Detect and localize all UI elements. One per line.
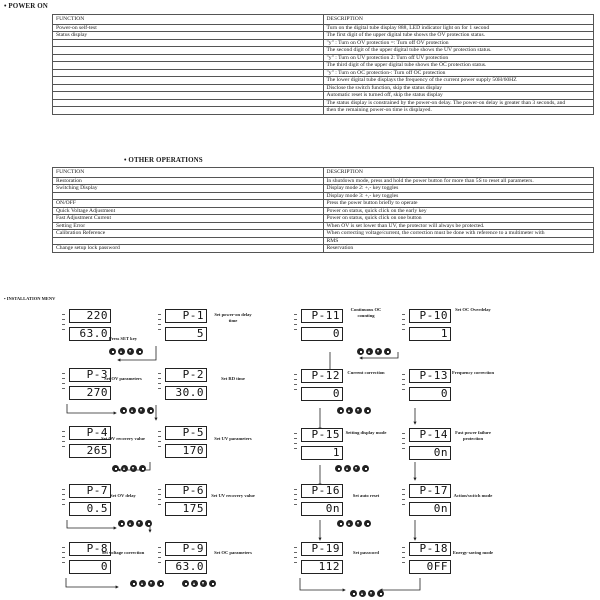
upper-digital-tube: P-7 bbox=[69, 484, 111, 498]
function-cell: Fast Adjustment Current bbox=[53, 215, 324, 223]
menu-step-label: Fast power failure protection bbox=[455, 430, 491, 441]
function-cell: Restoration bbox=[53, 177, 324, 185]
controller-display-panel bbox=[60, 366, 112, 404]
lower-digital-tube: 0n bbox=[301, 502, 343, 516]
controller-display-panel bbox=[400, 426, 452, 464]
lower-digital-tube: 1 bbox=[301, 446, 343, 460]
upper-digital-tube: P-3 bbox=[69, 368, 111, 382]
other-operations-title: • OTHER OPERATIONS bbox=[124, 156, 203, 164]
indicator-leds bbox=[400, 485, 408, 505]
upper-digital-tube: 220 bbox=[69, 309, 111, 323]
down-key-icon bbox=[200, 580, 207, 587]
upper-digital-tube: P-13 bbox=[409, 369, 451, 383]
description-cell: "y" : Turn on OC protection-: Turn off OC protection bbox=[323, 69, 594, 77]
menu-step-label: Set OC Overdelay bbox=[455, 307, 491, 312]
lower-digital-tube: 170 bbox=[165, 444, 207, 458]
controller-display-panel bbox=[156, 307, 208, 345]
upper-digital-tube: P-2 bbox=[165, 368, 207, 382]
lower-digital-tube: 63.0 bbox=[165, 560, 207, 574]
menu-step-label: Set voltage correction bbox=[101, 550, 145, 555]
key-sequence bbox=[118, 520, 152, 527]
indicator-leds bbox=[156, 485, 164, 505]
description-cell: RMS bbox=[323, 237, 594, 245]
lower-digital-tube: 175 bbox=[165, 502, 207, 516]
set-key-icon bbox=[130, 580, 137, 587]
upper-digital-tube: P-10 bbox=[409, 309, 451, 323]
up-key-icon bbox=[118, 348, 125, 355]
power-on-title: • POWER ON bbox=[4, 2, 48, 10]
lower-digital-tube: 5 bbox=[165, 327, 207, 341]
key-sequence bbox=[350, 590, 384, 597]
up-key-icon bbox=[366, 348, 373, 355]
down-key-icon bbox=[138, 407, 145, 414]
menu-step-label: Set OV parameters bbox=[104, 376, 142, 381]
down-key-icon bbox=[130, 465, 137, 472]
down-key-icon bbox=[353, 465, 360, 472]
indicator-leds bbox=[60, 310, 68, 330]
key-sequence bbox=[337, 520, 371, 527]
indicator-leds bbox=[292, 310, 300, 330]
description-cell: Press the power button briefly to operate bbox=[323, 200, 594, 208]
menu-step-label: Set password bbox=[353, 550, 379, 555]
menu-step-label: Action/switch mode bbox=[453, 493, 493, 498]
down-key-icon bbox=[368, 590, 375, 597]
function-cell: Status display bbox=[53, 32, 324, 40]
upper-digital-tube: P-19 bbox=[301, 542, 343, 556]
function-cell: Setting Error bbox=[53, 222, 324, 230]
description-cell: Power on status, quick click on one button bbox=[323, 215, 594, 223]
key-sequence bbox=[337, 407, 371, 414]
indicator-leds bbox=[60, 369, 68, 389]
menu-step-label: Set UV parameters bbox=[214, 436, 252, 441]
description-cell: Power on status, quick click on the early key bbox=[323, 207, 594, 215]
key-sequence bbox=[109, 348, 143, 355]
up-key-icon bbox=[121, 465, 128, 472]
menu-step-label: Press SET key bbox=[108, 336, 138, 341]
controller-display-panel bbox=[156, 424, 208, 462]
controller-display-panel bbox=[400, 540, 452, 578]
set-key-icon bbox=[139, 465, 146, 472]
description-cell: The lower digital tube displays the frequency of the current power supply 50H/60HZ bbox=[323, 77, 594, 85]
key-sequence bbox=[357, 348, 391, 355]
set-key-icon bbox=[362, 465, 369, 472]
function-cell: Calibration Reference bbox=[53, 230, 324, 238]
down-key-icon bbox=[375, 348, 382, 355]
controller-display-panel bbox=[292, 307, 344, 345]
menu-step-label: Continuous OC counting bbox=[350, 307, 382, 318]
controller-display-panel bbox=[60, 482, 112, 520]
down-key-icon bbox=[148, 580, 155, 587]
description-cell: "y" : Turn on OV protection =: Turn off OV protection bbox=[323, 39, 594, 47]
indicator-leds bbox=[60, 543, 68, 563]
controller-display-panel bbox=[292, 540, 344, 578]
menu-step-label: Set OV recovery value bbox=[101, 436, 145, 441]
up-key-icon bbox=[346, 407, 353, 414]
indicator-leds bbox=[156, 369, 164, 389]
function-cell: ON/OFF bbox=[53, 200, 324, 208]
header-description: DESCRIPTION bbox=[323, 15, 594, 25]
set-key-icon bbox=[384, 348, 391, 355]
indicator-leds bbox=[156, 310, 164, 330]
up-key-icon bbox=[344, 465, 351, 472]
up-key-icon bbox=[139, 580, 146, 587]
upper-digital-tube: P-17 bbox=[409, 484, 451, 498]
upper-digital-tube: P-18 bbox=[409, 542, 451, 556]
function-cell: Power-on self-test bbox=[53, 24, 324, 32]
lower-digital-tube: 270 bbox=[69, 386, 111, 400]
upper-digital-tube: P-14 bbox=[409, 428, 451, 442]
lower-digital-tube: 0FF bbox=[409, 560, 451, 574]
function-cell: Quick Voltage Adjustment bbox=[53, 207, 324, 215]
description-cell: In shutdown mode, press and hold the power button for more than 5S to reset all parameters. bbox=[323, 177, 594, 185]
up-key-icon bbox=[127, 520, 134, 527]
menu-step-label: Frequency correction bbox=[451, 370, 495, 375]
controller-display-panel bbox=[292, 426, 344, 464]
description-cell: The status display is constrained by the power-on delay. The power-on delay is greater than 3 seconds, and bbox=[323, 99, 594, 107]
controller-display-panel bbox=[292, 482, 344, 520]
description-cell: Disclose the switch function, skip the status display bbox=[323, 84, 594, 92]
menu-step-label: Energy-saving mode bbox=[452, 550, 494, 555]
controller-display-panel bbox=[156, 366, 208, 404]
set-key-icon bbox=[136, 348, 143, 355]
up-key-icon bbox=[359, 590, 366, 597]
down-key-icon bbox=[355, 520, 362, 527]
upper-digital-tube: P-15 bbox=[301, 428, 343, 442]
description-cell: When OV is set lower than UV, the protector will always be protected. bbox=[323, 222, 594, 230]
set-key-icon bbox=[182, 580, 189, 587]
lower-digital-tube: 0 bbox=[301, 387, 343, 401]
menu-step-label: Set power-on delay time bbox=[214, 312, 252, 323]
menu-step-label: Setting display mode bbox=[345, 430, 387, 435]
menu-step-label: Set OV delay bbox=[110, 493, 136, 498]
set-key-icon bbox=[145, 520, 152, 527]
controller-display-panel bbox=[60, 424, 112, 462]
lower-digital-tube: 0.5 bbox=[69, 502, 111, 516]
indicator-leds bbox=[400, 429, 408, 449]
lower-digital-tube: 63.0 bbox=[69, 327, 111, 341]
set-key-icon bbox=[357, 348, 364, 355]
controller-display-panel bbox=[292, 367, 344, 405]
set-key-icon bbox=[335, 465, 342, 472]
up-key-icon bbox=[129, 407, 136, 414]
indicator-leds bbox=[292, 429, 300, 449]
key-sequence bbox=[335, 465, 369, 472]
upper-digital-tube: P-4 bbox=[69, 426, 111, 440]
indicator-leds bbox=[156, 427, 164, 447]
set-key-icon bbox=[350, 590, 357, 597]
lower-digital-tube: 265 bbox=[69, 444, 111, 458]
indicator-leds bbox=[400, 543, 408, 563]
description-cell: The first digit of the upper digital tube shows the OV protection status. bbox=[323, 32, 594, 40]
set-key-icon bbox=[364, 520, 371, 527]
indicator-leds bbox=[292, 370, 300, 390]
down-key-icon bbox=[136, 520, 143, 527]
set-key-icon bbox=[109, 348, 116, 355]
key-sequence bbox=[120, 407, 154, 414]
key-sequence bbox=[182, 580, 216, 587]
description-cell: Display mode 2: +,- key toggles bbox=[323, 185, 594, 193]
upper-digital-tube: P-16 bbox=[301, 484, 343, 498]
header-function: FUNCTION bbox=[53, 15, 324, 25]
indicator-leds bbox=[400, 370, 408, 390]
controller-display-panel bbox=[156, 482, 208, 520]
description-cell: The third digit of the upper digital tube shows the OC protection status. bbox=[323, 62, 594, 70]
indicator-leds bbox=[292, 485, 300, 505]
lower-digital-tube: 0 bbox=[301, 327, 343, 341]
set-key-icon bbox=[120, 407, 127, 414]
up-key-icon bbox=[191, 580, 198, 587]
controller-display-panel bbox=[400, 307, 452, 345]
menu-step-label: Set UV recovery value bbox=[211, 493, 255, 498]
lower-digital-tube: 0 bbox=[69, 560, 111, 574]
indicator-leds bbox=[400, 310, 408, 330]
set-key-icon bbox=[157, 580, 164, 587]
set-key-icon bbox=[364, 407, 371, 414]
menu-step-label: Set auto reset bbox=[352, 493, 380, 498]
description-cell: Reservation bbox=[323, 245, 594, 253]
indicator-leds bbox=[156, 543, 164, 563]
upper-digital-tube: P-6 bbox=[165, 484, 207, 498]
lower-digital-tube: 0n bbox=[409, 446, 451, 460]
upper-digital-tube: P-8 bbox=[69, 542, 111, 556]
header-description: DESCRIPTION bbox=[323, 168, 594, 178]
key-sequence bbox=[112, 465, 146, 472]
set-key-icon bbox=[209, 580, 216, 587]
set-key-icon bbox=[337, 407, 344, 414]
upper-digital-tube: P-9 bbox=[165, 542, 207, 556]
lower-digital-tube: 30.0 bbox=[165, 386, 207, 400]
description-cell: The second digit of the upper digital tube shows the UV protection status. bbox=[323, 47, 594, 55]
down-key-icon bbox=[127, 348, 134, 355]
installation-menu-title: • INSTALLATION MENV bbox=[4, 296, 56, 301]
description-cell: When correcting voltage/current, the correction must be done with reference to a multimeter with bbox=[323, 230, 594, 238]
menu-step-label: Set OC parameters bbox=[214, 550, 252, 555]
up-key-icon bbox=[346, 520, 353, 527]
description-cell: Automatic reset is turned off, skip the status display bbox=[323, 92, 594, 100]
lower-digital-tube: 112 bbox=[301, 560, 343, 574]
menu-step-label: Current correction bbox=[347, 370, 385, 375]
lower-digital-tube: 0 bbox=[409, 387, 451, 401]
header-function: FUNCTION bbox=[53, 168, 324, 178]
indicator-leds bbox=[60, 427, 68, 447]
set-key-icon bbox=[112, 465, 119, 472]
key-sequence bbox=[130, 580, 164, 587]
upper-digital-tube: P-12 bbox=[301, 369, 343, 383]
set-key-icon bbox=[118, 520, 125, 527]
down-key-icon bbox=[355, 407, 362, 414]
set-key-icon bbox=[337, 520, 344, 527]
lower-digital-tube: 1 bbox=[409, 327, 451, 341]
indicator-leds bbox=[292, 543, 300, 563]
description-cell: Display mode 3: +,- key toggles bbox=[323, 192, 594, 200]
function-cell: Change setup lock password bbox=[53, 245, 324, 253]
controller-display-panel bbox=[60, 540, 112, 578]
controller-display-panel bbox=[400, 482, 452, 520]
upper-digital-tube: P-11 bbox=[301, 309, 343, 323]
upper-digital-tube: P-5 bbox=[165, 426, 207, 440]
set-key-icon bbox=[147, 407, 154, 414]
set-key-icon bbox=[377, 590, 384, 597]
description-cell: then the remaining power-on time is displayed. bbox=[323, 107, 594, 115]
lower-digital-tube: 0n bbox=[409, 502, 451, 516]
description-cell: "y" : Turn on UV protection 2: Turn off UV protection bbox=[323, 54, 594, 62]
indicator-leds bbox=[60, 485, 68, 505]
upper-digital-tube: P-1 bbox=[165, 309, 207, 323]
description-cell: Turn on the digital tube display 888, LED indicator light on for 1 second bbox=[323, 24, 594, 32]
controller-display-panel bbox=[156, 540, 208, 578]
controller-display-panel bbox=[400, 367, 452, 405]
function-cell: Switching Display bbox=[53, 185, 324, 193]
menu-step-label: Set RD time bbox=[221, 376, 245, 381]
